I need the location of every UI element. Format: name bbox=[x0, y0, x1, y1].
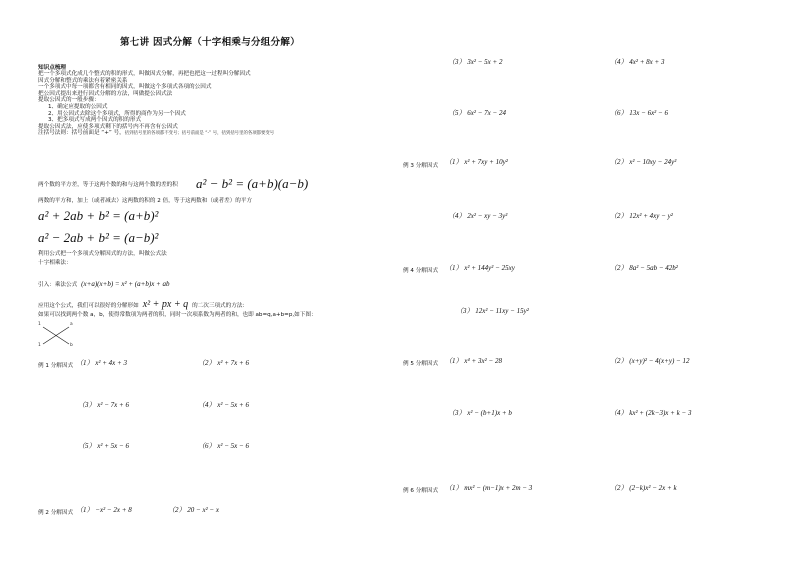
example-1-item: （1） x² + 4x + 3 bbox=[76, 359, 128, 367]
example-1-item: （6） x² − 5x − 6 bbox=[198, 442, 250, 450]
example-2-item: （4） 4x² + 8x + 3 bbox=[610, 58, 665, 66]
example-3-label: 例 3 分解因式 bbox=[403, 163, 439, 169]
example-6-label: 例 6 分解因式 bbox=[403, 488, 439, 494]
example-6-item: （2） (2−k)x² − 2x + k bbox=[610, 484, 677, 492]
example-2-item: （1） −x² − 2x + 8 bbox=[76, 506, 132, 514]
example-3-item: （2） 12x² + 4xy − y² bbox=[610, 212, 673, 220]
note-step: 3、把多项式写成两个因式的积的形式 bbox=[48, 117, 142, 124]
example-1-item: （5） x² + 5x − 6 bbox=[78, 442, 130, 450]
apply-text: 应用这个公式，我们可以很好的分解形如 bbox=[38, 303, 139, 309]
bracket-rule bbox=[38, 130, 274, 138]
note-line: 把一个多项式化成几个整式的积的形式，叫做因式分解，再把也把这一过程叫分解因式 bbox=[38, 71, 251, 77]
apply-line bbox=[38, 294, 248, 312]
example-3-item: （2） x² − 10xy − 24y² bbox=[610, 158, 677, 166]
page-title: 第七讲 因式分解（十字相乘与分组分解） bbox=[120, 37, 301, 48]
example-4-item: （3） 12x² − 11xy − 15y² bbox=[456, 307, 529, 315]
note-step: 2、用公因式去除这个多项式，所得的商作为另一个因式 bbox=[48, 110, 186, 117]
knowledge-notes bbox=[38, 71, 274, 138]
note-line: 提取公因式法，应使多项式剩下的括号内不再含有公因式 bbox=[38, 123, 178, 130]
example-5-item: （4） kx² + (2k−3)x + k − 3 bbox=[610, 409, 692, 417]
perfect-square-plus-formula: a² + 2ab + b² = (a+b)² bbox=[38, 208, 159, 223]
apply-formula: x² + px + q bbox=[142, 299, 189, 310]
note-line: 提取公因式的一般步骤： bbox=[38, 97, 100, 104]
example-4-label: 例 4 分解因式 bbox=[403, 268, 439, 274]
intro-line bbox=[38, 273, 170, 291]
example-2-item: （3） 3x² − 5x + 2 bbox=[448, 58, 503, 66]
perfect-square-text: 两数的平方和，加上（或者减去）这两数的积的 2 倍，等于这两数和（或者差）的平方 bbox=[38, 198, 253, 204]
example-2-item: （5） 6x² − 7x − 24 bbox=[448, 109, 507, 117]
section-heading: 知识点梳理 bbox=[38, 65, 66, 71]
example-1-item: （2） x² + 7x + 6 bbox=[198, 359, 250, 367]
example-5-item: （1） x⁴ + 3x² − 28 bbox=[445, 357, 502, 365]
note-step: 1、确定应提取的公因式 bbox=[48, 103, 108, 110]
difference-of-squares-formula: a² − b² = (a+b)(a−b) bbox=[196, 176, 309, 191]
example-5-label: 例 5 分解因式 bbox=[403, 361, 439, 367]
example-6-item: （1） mx² − (m−1)x + 2m − 3 bbox=[445, 484, 533, 492]
example-1-item: （4） x² − 5x + 6 bbox=[198, 401, 250, 409]
formula-method-text: 利用公式把一个多项式分解因式的方法，叫做公式法 bbox=[38, 251, 167, 257]
example-4-item: （1） x² + 144y² − 25xy bbox=[445, 264, 515, 272]
example-4-item: （2） 8a² − 5ab − 42b² bbox=[610, 264, 678, 272]
cross-label-bottom-right: b bbox=[70, 343, 73, 348]
bracket-rule-detail: 括到括号里的各项都不变号；括号前面是 “-” 号，括到括号里的各项都要变号 bbox=[124, 131, 275, 137]
example-2-item: （2） 20 − x² − x bbox=[168, 506, 220, 514]
intro-formula: (x+a)(x+b) = x² + (a+b)x + ab bbox=[81, 280, 170, 288]
example-2-label: 例 2 分解因式 bbox=[38, 510, 74, 516]
cross-label-top-right: a bbox=[70, 322, 73, 327]
cross-diagram bbox=[38, 321, 78, 351]
example-1-label: 例 1 分解因式 bbox=[38, 363, 74, 369]
if-text: 如果可以找到两个数 a，b，使得常数项为两者的积，同时一次项系数为两者的和，也即 ab=q,a+b=p,如下图： bbox=[38, 312, 317, 318]
example-1-item: （3） x² − 7x + 6 bbox=[78, 401, 130, 409]
note-line: 一个多项式中每一项都含有相同的因式，叫做这个多项式各项的公因式 bbox=[38, 84, 212, 91]
example-3-item: （1） x² + 7xy + 10y² bbox=[445, 158, 508, 166]
difference-of-squares-text: 两个数的平方差，等于这两个数的和与这两个数的差的积 bbox=[38, 182, 178, 188]
cross-method-title: 十字相乘法： bbox=[38, 260, 72, 266]
example-2-item: （6） 13x − 6x² − 6 bbox=[610, 109, 669, 117]
note-line: 因式分解和整式的乘法有着紧密关系 bbox=[38, 77, 128, 84]
example-5-item: （3） x² − (b+1)x + b bbox=[448, 409, 512, 417]
bracket-rule-label: 注括号法则：括号前面是 “+” 号， bbox=[38, 130, 125, 137]
cross-label-top-left: 1 bbox=[38, 322, 41, 327]
perfect-square-minus-formula: a² − 2ab + b² = (a−b)² bbox=[38, 230, 159, 245]
example-5-item: （2） (x+y)² − 4(x+y) − 12 bbox=[610, 357, 690, 365]
note-line: 把公因式提出来进行因式分解的方法，叫做提公因式法 bbox=[38, 90, 173, 97]
intro-label: 引入：乘法公式 bbox=[38, 282, 78, 288]
apply-text-end: 的二次三项式的方法： bbox=[192, 303, 249, 309]
cross-label-bottom-left: 1 bbox=[38, 343, 41, 348]
example-3-item: （4） 2x² − xy − 3y² bbox=[448, 212, 508, 220]
